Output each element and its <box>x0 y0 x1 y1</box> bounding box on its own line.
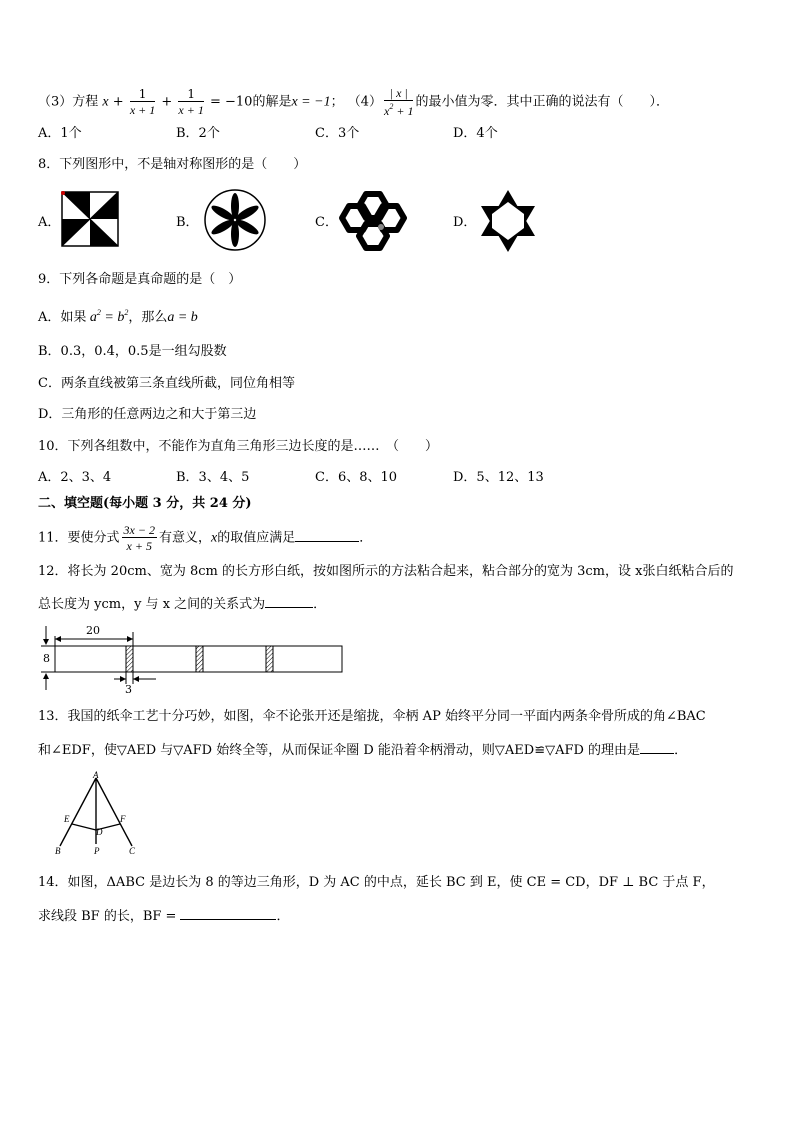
hexagon-ring-icon <box>337 190 409 252</box>
point-d-label: D <box>96 827 103 837</box>
q9-option-a[interactable] <box>38 309 198 325</box>
q11-line <box>38 524 372 552</box>
dim-overlap-label: 3 <box>125 683 132 696</box>
section-2-title: 二、填空题(每小题 3 分，共 24 分) <box>38 496 252 511</box>
q7-part3-label: （3）方程 <box>38 94 99 110</box>
q7-x: x <box>102 94 109 110</box>
q12-line2-text: 总长度为 ycm，y 与 x 之间的关系式为 <box>38 597 266 612</box>
q11-frac-den: x + 5 <box>126 539 152 553</box>
point-a-label: A <box>93 770 99 780</box>
point-e-label: E <box>64 814 70 824</box>
q12-paper-strip-figure <box>36 622 348 696</box>
q8-label-b[interactable]: B． <box>176 215 199 230</box>
q7-part3: （3）方程 x + $\frac{1}{x + 1}$ + $\frac{1}{x + 1}$ = −10的解是x = −1； （4） $\frac{| x |}{x^2 + 1}$ 的最小值为零．其中正确的说法有（ ）． <box>38 86 669 118</box>
q7-option-d[interactable]: D．4个 <box>453 126 498 141</box>
q7-option-b[interactable]: B．2个 <box>176 126 220 141</box>
overlap-2 <box>196 646 203 672</box>
q9-a-math1: $a^2 = b^2$ <box>86 308 129 325</box>
q13-umbrella-figure <box>50 770 146 860</box>
q12-line2 <box>38 596 326 611</box>
q11-frac-num: 3x − 2 <box>123 523 155 537</box>
q11-mid: 有意义， <box>158 530 211 546</box>
q14-end: ． <box>276 909 290 924</box>
q14-line2-text: 求线段 BF 的长，BF = <box>38 909 177 924</box>
q11-var: x <box>211 530 218 546</box>
q7-solution-text: 的解是 <box>252 94 292 110</box>
q11-fraction <box>122 524 157 552</box>
q12-answer-blank[interactable] <box>265 596 313 608</box>
q11-answer-blank[interactable] <box>295 530 359 542</box>
flower-circle-icon <box>203 188 267 252</box>
q8-label-c[interactable]: C． <box>315 215 338 230</box>
q12-end: ． <box>313 597 327 612</box>
q7-frac2: $\frac{1}{x + 1}$ <box>178 87 204 117</box>
q10-option-a[interactable]: A．2、3、4 <box>38 470 112 485</box>
q7-frac3: $\frac{| x |}{x^2 + 1}$ <box>384 86 414 118</box>
pinwheel-icon <box>60 190 120 248</box>
q7-option-c[interactable]: C．3个 <box>315 126 360 141</box>
dim-length-label: 20 <box>86 624 100 637</box>
overlap-1 <box>126 646 133 672</box>
q11-pre: 11．要使分式 <box>38 530 120 546</box>
six-point-star-icon <box>477 188 539 254</box>
q9-a-pre: A．如果 <box>38 310 87 325</box>
q8-label-a[interactable]: A． <box>38 215 61 230</box>
q7-frac1: $\frac{1}{x + 1}$ <box>129 87 156 117</box>
q8-stem: 8．下列图形中，不是轴对称图形的是（ ） <box>38 157 307 172</box>
q9-option-b[interactable]: B．0.3，0.4，0.5是一组勾股数 <box>38 344 227 359</box>
point-p-label: P <box>94 846 100 856</box>
q10-option-b[interactable]: B．3、4、5 <box>176 470 250 485</box>
q13-answer-blank[interactable] <box>640 742 674 754</box>
q7-sep: ； <box>330 94 344 110</box>
q13-line2 <box>38 742 687 757</box>
q7-option-a[interactable]: A．1个 <box>38 126 82 141</box>
q9-a-math2: a = b <box>167 310 198 325</box>
q14-answer-blank[interactable] <box>180 908 276 920</box>
q13-end: ． <box>674 743 688 758</box>
q14-line2 <box>38 908 289 923</box>
q9-stem: 9．下列各命题是真命题的是（ ） <box>38 272 242 287</box>
q9-option-d[interactable]: D．三角形的任意两边之和大于第三边 <box>38 407 257 422</box>
q7-x-eq: x = −1 <box>291 94 331 110</box>
point-c-label: C <box>129 846 136 856</box>
q13-line2-text: 和∠EDF，使▽AED 与▽AFD 始终全等，从而保证伞圈 D 能沿着伞柄滑动，则▽AED≌▽AFD 的理由是 <box>38 743 641 758</box>
q8-label-d[interactable]: D． <box>453 215 477 230</box>
q9-a-mid: ，那么 <box>128 310 168 325</box>
q14-line1: 14．如图，ΔABC 是边长为 8 的等边三角形，D 为 AC 的中点，延长 BC 到 E，使 CE = CD，DF ⊥ BC 于点 F， <box>38 875 715 890</box>
q7-part4-label: （4） <box>347 94 383 110</box>
overlap-3 <box>266 646 273 672</box>
q11-end: ． <box>359 530 373 546</box>
q10-option-d[interactable]: D．5、12、13 <box>453 470 544 485</box>
point-f-label: F <box>120 814 126 824</box>
q10-stem: 10．下列各组数中，不能作为直角三角形三边长度的是…… （ ） <box>38 439 439 454</box>
point-b-label: B <box>55 846 61 856</box>
q10-option-c[interactable]: C．6、8、10 <box>315 470 398 485</box>
q9-option-c[interactable]: C．两条直线被第三条直线所截，同位角相等 <box>38 376 295 391</box>
q11-post: 的取值应满足 <box>217 530 296 546</box>
q12-line1: 12．将长为 20cm、宽为 8cm 的长方形白纸，按如图所示的方法粘合起来，粘合部分的宽为 3cm，设 x张白纸粘合后的 <box>38 564 734 579</box>
q7-part4-tail: 的最小值为零．其中正确的说法有（ ）． <box>415 94 669 110</box>
dim-height-label: 8 <box>43 652 50 665</box>
q13-line1: 13．我国的纸伞工艺十分巧妙，如图，伞不论张开还是缩拢，伞柄 AP 始终平分同一平面内两条伞骨所成的角∠BAC <box>38 709 706 724</box>
